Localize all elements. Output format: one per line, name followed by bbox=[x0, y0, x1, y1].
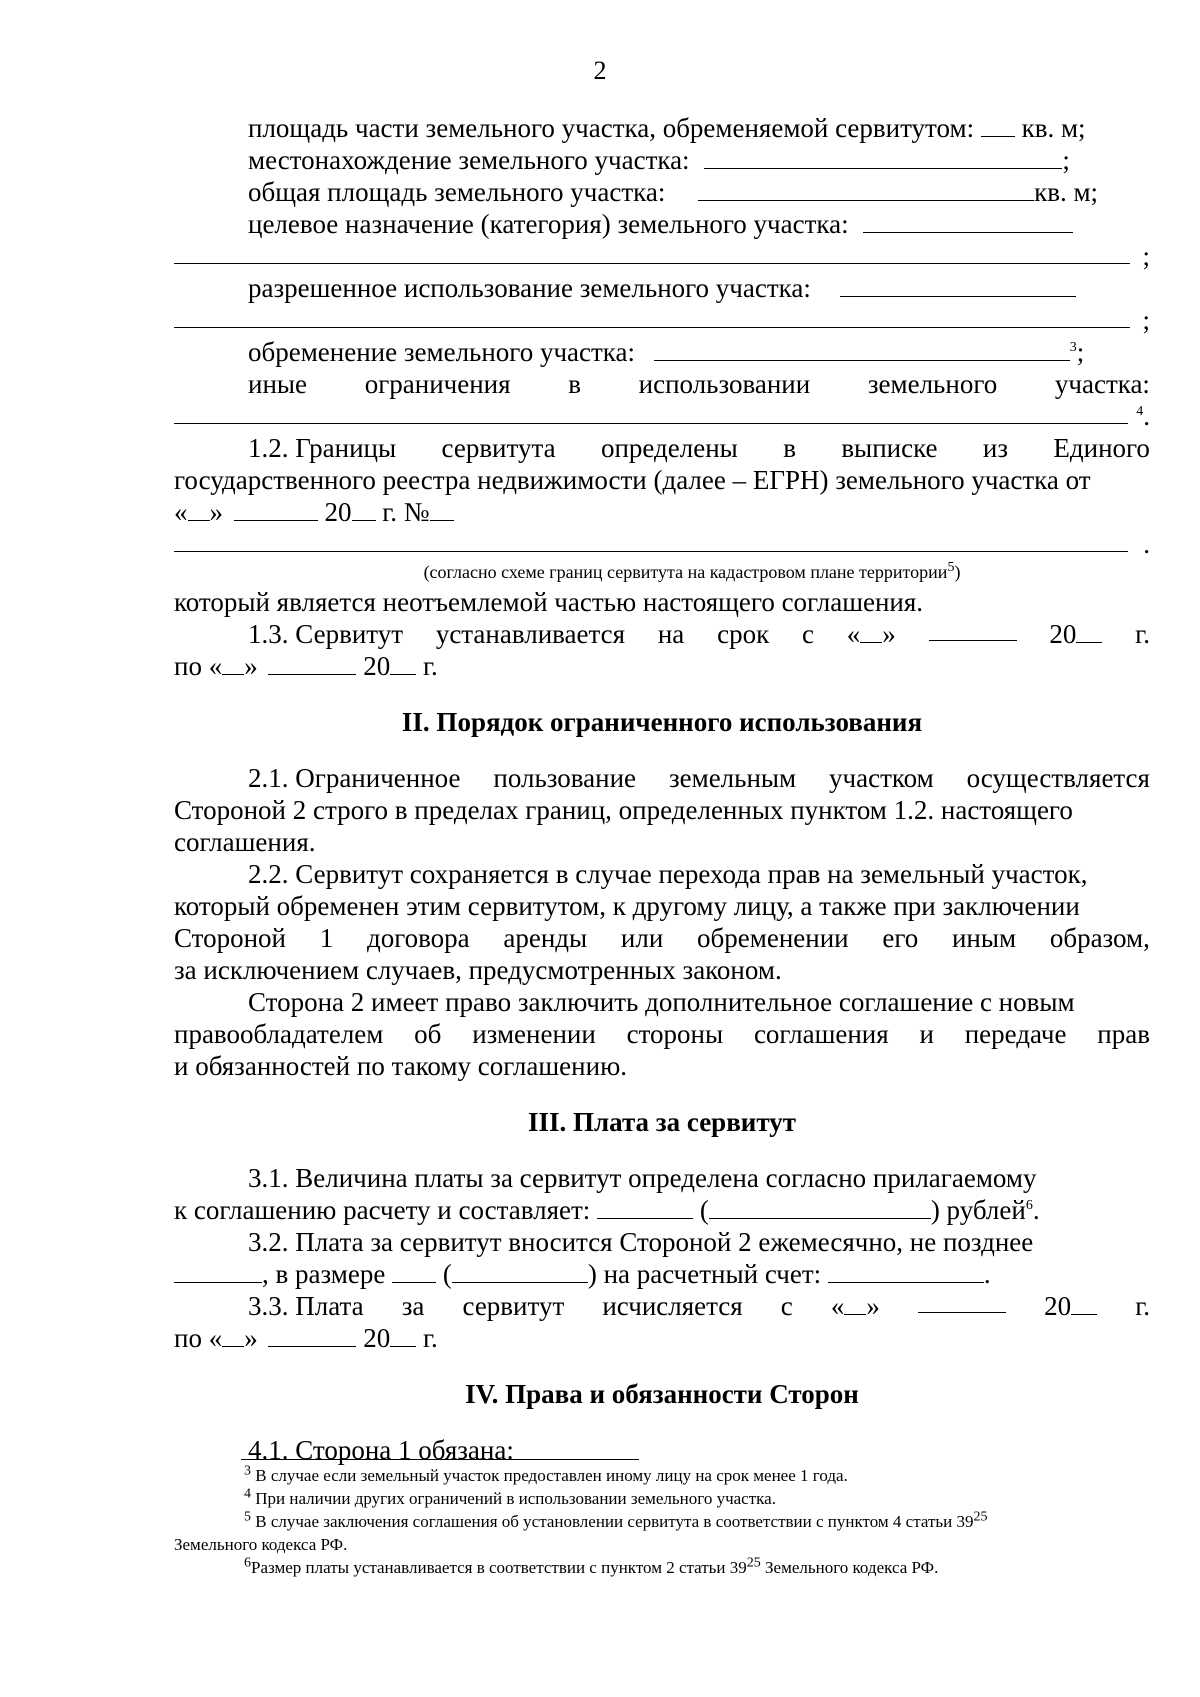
clause-3-1-line-2: к соглашению расчету и составляет: ( ) рублей$^6$. bbox=[174, 1195, 1040, 1225]
blank-field bbox=[392, 1260, 436, 1283]
clause-2-1-line-3: соглашения. bbox=[174, 827, 316, 857]
blank-field bbox=[234, 498, 318, 521]
footnote-5: $^5$ В случае заключения соглашения об установлении сервитута в соответствии с пунктом 4 статьи $39^{25}$ bbox=[244, 1509, 988, 1531]
blank-field bbox=[1076, 620, 1102, 643]
blank-field bbox=[430, 498, 454, 521]
clause-1-2-blank-line: . bbox=[174, 528, 1150, 560]
footnote-separator bbox=[241, 1459, 639, 1460]
blank-field bbox=[860, 620, 882, 643]
blank-rule bbox=[174, 423, 1128, 424]
blank-field bbox=[654, 338, 1070, 361]
clause-1-3-line-2: по « » 20 г. bbox=[174, 651, 438, 681]
line-permitted-use-continuation: ; bbox=[174, 304, 1150, 336]
paragraph-2-3-line-3: и обязанностей по такому соглашению. bbox=[174, 1051, 627, 1081]
footnote-5-continuation: Земельного кодекса РФ. bbox=[174, 1535, 348, 1554]
paragraph-2-3-line-2: правообладателем об изменении стороны соглашения и передаче прав bbox=[174, 1019, 1150, 1049]
footnote-6: $^6$Размер платы устанавливается в соответствии с пунктом 2 статьи $39^{25}$ Земельного кодекса РФ. bbox=[244, 1555, 939, 1577]
clause-1-2-line-1: 1.2. Границы сервитута определены в выписке из Единого bbox=[248, 433, 1150, 463]
clause-2-1-line-1: 2.1. Ограниченное пользование земельным участком осуществляется bbox=[248, 763, 1150, 793]
blank-field bbox=[188, 498, 210, 521]
clause-2-1-line-2: Стороной 2 строго в пределах границ, определенных пунктом 1.2. настоящего bbox=[174, 795, 1073, 825]
document-body bbox=[174, 112, 1150, 1466]
blank-field bbox=[929, 618, 1017, 641]
line-area-part: площадь части земельного участка, обременяемой сервитутом: кв. м; bbox=[248, 113, 1086, 143]
clause-1-2-line-4: который является неотъемлемой частью настоящего соглашения. bbox=[174, 587, 924, 617]
clause-1-2-line-2: государственного реестра недвижимости (далее – ЕГРН) земельного участка от bbox=[174, 465, 1091, 495]
blank-rule bbox=[174, 263, 1130, 264]
clause-2-2-line-2: который обременен этим сервитутом, к другому лицу, а также при заключении bbox=[174, 891, 1080, 921]
blank-field bbox=[981, 114, 1015, 137]
clause-3-2-line-2: , в размере ( ) на расчетный счет: . bbox=[174, 1258, 1150, 1290]
clause-4-1: 4.1. Сторона 1 обязана: bbox=[248, 1435, 514, 1465]
blank-field bbox=[268, 1324, 356, 1347]
blank-field bbox=[222, 652, 244, 675]
clause-3-2-line-1: 3.2. Плата за сервитут вносится Стороной 2 ежемесячно, не позднее bbox=[248, 1227, 1034, 1257]
blank-field bbox=[918, 1290, 1006, 1313]
blank-field bbox=[597, 1196, 693, 1219]
line-permitted-use: разрешенное использование земельного участка: bbox=[174, 272, 1150, 304]
blank-field bbox=[709, 1196, 931, 1219]
line-location: местонахождение земельного участка: ; bbox=[248, 145, 1070, 175]
blank-field bbox=[390, 1324, 416, 1347]
blank-rule bbox=[174, 551, 1128, 552]
clause-1-3-line-1: 1.3. Сервитут устанавливается на срок с « » 20 г. bbox=[248, 619, 1150, 649]
footnotes bbox=[174, 1464, 1150, 1579]
paragraph-2-3-line-1: Сторона 2 имеет право заключить дополнительное соглашение с новым bbox=[248, 987, 1075, 1017]
blank-field bbox=[840, 274, 1076, 297]
section-2-heading: II. Порядок ограниченного использования bbox=[401, 707, 923, 737]
clause-1-2-line-3: « » 20 г. № bbox=[174, 496, 1150, 528]
blank-field bbox=[863, 210, 1073, 233]
blank-field bbox=[844, 1292, 866, 1315]
line-total-area: общая площадь земельного участка: кв. м; bbox=[248, 177, 1099, 207]
blank-field bbox=[698, 178, 1034, 201]
clause-3-3-line-2: по « » 20 г. bbox=[174, 1323, 438, 1353]
blank-field bbox=[828, 1260, 984, 1283]
line-other-restrictions-continuation: $^4$. bbox=[174, 400, 1150, 432]
blank-field bbox=[452, 1260, 588, 1283]
blank-field bbox=[704, 146, 1062, 169]
footnote-3: $^3$ В случае если земельный участок предоставлен иному лицу на срок менее 1 года. bbox=[244, 1463, 848, 1485]
section-3-heading: III. Плата за сервитут bbox=[527, 1107, 797, 1137]
clause-2-2-line-4: за исключением случаев, предусмотренных законом. bbox=[174, 955, 782, 985]
clause-2-2-line-1: 2.2. Сервитут сохраняется в случае перехода прав на земельный участок, bbox=[248, 859, 1088, 889]
blank-field bbox=[222, 1324, 244, 1347]
line-encumbrance: обременение земельного участка: $^3$; bbox=[248, 337, 1085, 367]
blank-field bbox=[352, 498, 376, 521]
clause-3-1-line-1: 3.1. Величина платы за сервитут определена согласно прилагаемому bbox=[248, 1163, 1037, 1193]
page-number: 2 bbox=[593, 56, 607, 85]
section-4-heading: IV. Права и обязанности Сторон bbox=[465, 1379, 859, 1409]
line-other-restrictions: иные ограничения в использовании земельного участка: bbox=[248, 369, 1150, 399]
footnote-4: $^4$ При наличии других ограничений в использовании земельного участка. bbox=[244, 1486, 776, 1508]
clause-2-2-line-3: Стороной 1 договора аренды или обременении его иным образом, bbox=[174, 923, 1150, 953]
blank-rule bbox=[174, 327, 1130, 328]
blank-field bbox=[1071, 1292, 1097, 1315]
scheme-caption: (согласно схеме границ сервитута на кадастровом плане территории$^5$) bbox=[423, 560, 961, 582]
clause-3-3-line-1: 3.3. Плата за сервитут исчисляется с « » 20 г. bbox=[248, 1291, 1150, 1321]
line-purpose: целевое назначение (категория) земельного участка: bbox=[174, 208, 1150, 240]
line-purpose-continuation: ; bbox=[174, 240, 1150, 272]
blank-field bbox=[174, 1260, 262, 1283]
blank-field bbox=[268, 652, 356, 675]
blank-field bbox=[390, 652, 416, 675]
